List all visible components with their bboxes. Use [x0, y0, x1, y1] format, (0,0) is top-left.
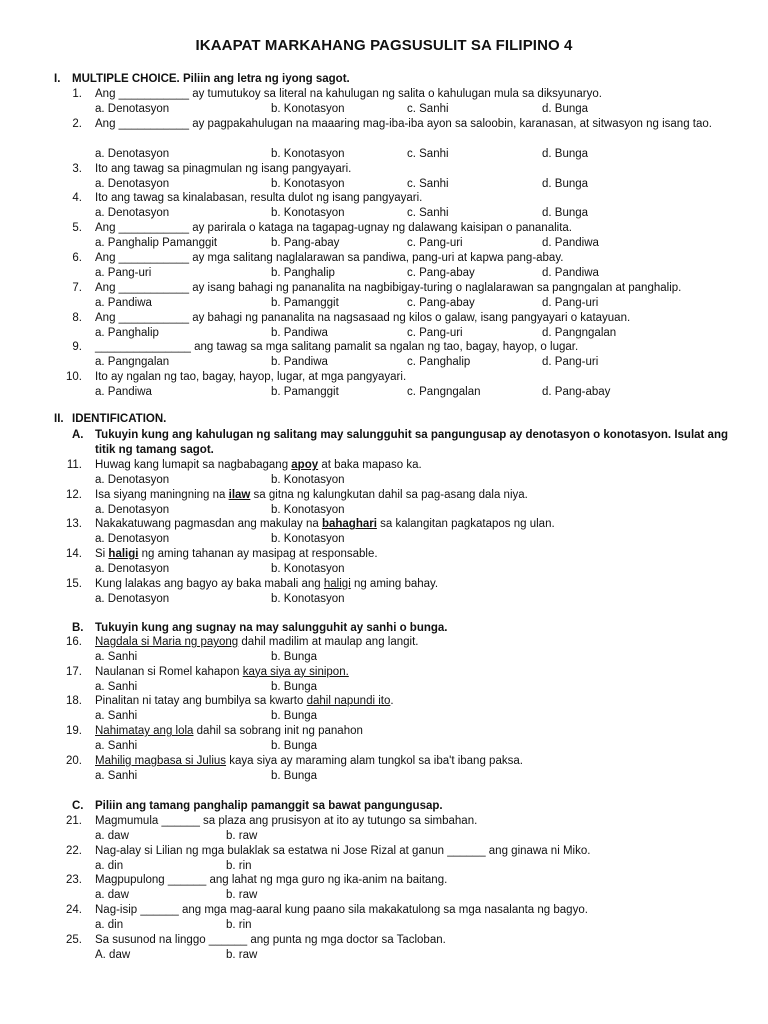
underlined-word: Mahilig magbasa si Julius [95, 754, 227, 767]
choice-option: b. Bunga [271, 740, 318, 753]
question-text: _______________ ang tawag sa mga salitang pamalit sa ngalan ng tao, bagay, hayop, o lugar. [95, 341, 579, 354]
item-number: 14. [66, 548, 82, 561]
question-text-post: ng aming tahanan ay masipag at responsable. [138, 548, 378, 561]
choice-option: b. Pamanggit [271, 386, 339, 399]
section-number: I. [54, 73, 61, 85]
choice-option: a. Denotasyon [95, 592, 170, 605]
subsection-label: B. [72, 622, 84, 634]
underlined-word: bahaghari [321, 518, 377, 531]
choice-option: c. Pang-uri [407, 237, 463, 250]
choice-option: d. Bunga [542, 103, 589, 115]
item-number: 19. [66, 725, 82, 738]
item-number: 7. [72, 281, 82, 294]
item-number: 21. [66, 815, 82, 827]
choice-option: a. Sanhi [95, 651, 138, 663]
choice-option: b. Panghalip [271, 267, 335, 279]
question-text [95, 754, 523, 768]
question-text: Ito ang tawag sa pinagmulan ng isang pangyayari. [95, 162, 352, 175]
question-text [95, 547, 378, 561]
choice-option: A. daw [95, 948, 131, 961]
choice-option: d. Pang-uri [542, 296, 599, 309]
item-number: 16. [66, 636, 82, 648]
section-number: II. [54, 413, 64, 425]
choice-option: a. Sanhi [95, 680, 138, 693]
item-number: 3. [72, 162, 82, 175]
question-text [95, 577, 438, 591]
choice-option: d. Pandiwa [542, 237, 599, 250]
item-number: 11. [66, 459, 82, 471]
question-text: Ang ___________ ay tumutukoy sa literal na kahulugan ng salita o kahulugan mula sa diksyunaryo. [95, 88, 602, 100]
question-text: Ang ___________ ay isang bahagi ng pananalita na nagbibigay-turing o naglalarawan sa pangngalan at panghalip. [95, 281, 682, 294]
question-text-post: kaya siya ay maraming alam tungkol sa iba't ibang paksa. [226, 754, 523, 767]
choice-option: c. Pang-abay [407, 296, 475, 309]
question-text [95, 517, 555, 531]
question-text [95, 724, 363, 738]
choice-option: d. Bunga [542, 207, 589, 220]
subsection-heading: Piliin ang tamang panghalip pamanggit sa bawat pangungusap. [95, 800, 443, 812]
choice-option: d. Pang-abay [542, 386, 611, 399]
question-text [95, 635, 418, 649]
question-text: Ang ___________ ay bahagi ng pananalita na nagsasaad ng kilos o galaw, isang pangyayari o katayuan. [95, 311, 631, 324]
item-number: 5. [72, 222, 82, 235]
question-text: Nag-isip ______ ang mga mag-aaral kung paano sila makakatulong sa mga nasalanta ng bagyo. [95, 904, 588, 917]
item-number: 15. [66, 577, 82, 590]
choice-option: a. din [95, 859, 124, 872]
page-title: IKAAPAT MARKAHANG PAGSUSULIT SA FILIPINO 4 [195, 37, 573, 54]
choice-option: c. Pang-uri [407, 326, 463, 339]
choice-option: a. daw [95, 830, 129, 842]
subsection-label: A. [72, 429, 84, 441]
choice-option: b. Konotasyon [271, 474, 345, 486]
question-text-post: sa kalangitan pagkatapos ng ulan. [376, 518, 555, 531]
section-heading: IDENTIFICATION. [72, 413, 167, 425]
question-text-post: at baka mapaso ka. [318, 459, 422, 471]
subsection-heading: Tukuyin kung ang sugnay na may salungguhit ay sanhi o bunga. [95, 622, 448, 634]
choice-option: b. Pamanggit [271, 296, 339, 309]
item-number: 6. [72, 252, 82, 264]
choice-option: c. Pang-abay [407, 267, 475, 279]
choice-option: a. Pandiwa [95, 386, 152, 399]
item-number: 10. [66, 371, 82, 384]
question-text-pre: Huwag kang lumapit sa nagbabagang [95, 459, 292, 471]
item-number: 23. [66, 874, 82, 887]
question-text-pre: Isa siyang maningning na [95, 488, 229, 501]
item-number: 18. [66, 695, 82, 708]
choice-option: b. Pandiwa [271, 356, 328, 369]
choice-option: d. Bunga [542, 177, 589, 190]
question-text-post: dahil madilim at maulap ang langit. [238, 636, 419, 648]
question-text: Magmumula ______ sa plaza ang prusisyon at ito ay tutungo sa simbahan. [95, 815, 478, 827]
choice-option: a. daw [95, 889, 129, 902]
question-text: Ang ___________ ay parirala o kataga na tagapag-ugnay ng dalawang kaisipan o pananalita. [95, 222, 572, 235]
question-text: Ang ___________ ay pagpakahulugan na maaaring mag-iba-iba ayon sa saloobin, karanasan, at sitwasyon ng isang tao. [95, 117, 712, 130]
subsection-heading-cont: titik ng tamang sagot. [95, 444, 214, 456]
choice-option: b. Konotasyon [271, 533, 345, 546]
choice-option: b. Konotasyon [271, 592, 345, 605]
choice-option: b. raw [226, 889, 258, 902]
choice-option: b. Konotasyon [271, 177, 345, 190]
choice-option: c. Sanhi [407, 147, 449, 160]
subsection-label: C. [72, 800, 84, 812]
choice-option: d. Pangngalan [542, 326, 617, 339]
question-text-pre: Naulanan si Romel kahapon [95, 665, 243, 678]
item-number: 8. [72, 311, 82, 324]
choice-option: a. Pandiwa [95, 296, 152, 309]
choice-option: b. Konotasyon [271, 147, 345, 160]
choice-option: d. Pandiwa [542, 267, 599, 279]
choice-option: a. Denotasyon [95, 563, 170, 576]
choice-option: a. Denotasyon [95, 177, 170, 190]
question-text-pre: Nakakatuwang pagmasdan ang makulay na [95, 518, 322, 531]
question-text-post: . [390, 695, 394, 708]
item-number: 12. [66, 488, 82, 501]
item-number: 4. [72, 192, 82, 205]
choice-option: b. Bunga [271, 769, 318, 782]
choice-option: d. Bunga [542, 147, 589, 160]
underlined-word: apoy [291, 459, 319, 471]
underlined-word: dahil napundi ito [306, 695, 391, 708]
question-text-post: dahil sa sobrang init ng panahon [193, 725, 363, 738]
choice-option: b. raw [226, 830, 258, 842]
choice-option: a. Denotasyon [95, 533, 170, 546]
question-text: Magpupulong ______ ang lahat ng mga guro ng ika-anim na baitang. [95, 874, 448, 887]
choice-option: d. Pang-uri [542, 356, 599, 369]
choice-option: b. Bunga [271, 651, 318, 663]
question-text [95, 694, 394, 708]
choice-option: a. Sanhi [95, 710, 138, 723]
choice-option: b. Pang-abay [271, 237, 340, 250]
choice-option: b. rin [226, 919, 252, 932]
question-text: Sa susunod na linggo ______ ang punta ng mga doctor sa Tacloban. [95, 933, 446, 946]
choice-option: a. Pangngalan [95, 356, 170, 369]
item-number: 13. [66, 518, 82, 531]
choice-option: a. din [95, 919, 124, 932]
choice-option: a. Denotasyon [95, 103, 170, 115]
question-text [95, 458, 422, 472]
choice-option: c. Sanhi [407, 103, 449, 115]
question-text-post: sa gitna ng kalungkutan dahil sa pag-asang dala niya. [250, 488, 528, 501]
choice-option: a. Panghalip Pamanggit [95, 237, 218, 250]
subsection-heading: Tukuyin kung ang kahulugan ng salitang may salungguhit sa pangungusap ay denotasyon o konotasyon. Isulat ang [95, 429, 728, 441]
choice-option: a. Denotasyon [95, 474, 170, 486]
underlined-word: Nagdala si Maria ng payong [95, 636, 239, 648]
choice-option: a. Sanhi [95, 740, 138, 753]
question-text: Ito ay ngalan ng tao, bagay, hayop, lugar, at mga pangyayari. [95, 371, 407, 384]
item-number: 2. [72, 117, 82, 130]
choice-option: b. rin [226, 859, 252, 872]
item-number: 20. [66, 754, 82, 767]
question-text-post: ng aming bahay. [350, 577, 439, 590]
item-number: 9. [72, 341, 82, 354]
choice-option: c. Panghalip [407, 356, 471, 369]
section-heading: MULTIPLE CHOICE. Piliin ang letra ng iyong sagot. [72, 73, 350, 85]
item-number: 1. [72, 88, 82, 100]
choice-option: b. Konotasyon [271, 503, 345, 516]
question-text [95, 665, 349, 679]
choice-option: b. Pandiwa [271, 326, 328, 339]
choice-option: b. Konotasyon [271, 563, 345, 576]
choice-option: b. Bunga [271, 710, 318, 723]
choice-option: c. Sanhi [407, 177, 449, 190]
underlined-word: haligi [323, 577, 351, 590]
choice-option: b. Konotasyon [271, 103, 345, 115]
item-number: 17. [66, 665, 82, 678]
choice-option: a. Sanhi [95, 769, 138, 782]
question-text-pre: Kung lalakas ang bagyo ay baka mabali ang [95, 577, 324, 590]
item-number: 24. [66, 904, 82, 917]
item-number: 25. [66, 933, 82, 946]
question-text-pre: Pinalitan ni tatay ang bumbilya sa kwarto [95, 695, 307, 708]
choice-option: a. Denotasyon [95, 147, 170, 160]
underlined-word: kaya siya ay sinipon. [242, 665, 349, 678]
choice-option: c. Sanhi [407, 207, 449, 220]
choice-option: b. raw [226, 948, 258, 961]
choice-option: b. Konotasyon [271, 207, 345, 220]
choice-option: c. Pangngalan [407, 386, 481, 399]
choice-option: b. Bunga [271, 680, 318, 693]
choice-option: a. Pang-uri [95, 267, 152, 279]
choice-option: a. Denotasyon [95, 207, 170, 220]
question-text: Ang ___________ ay mga salitang naglalarawan sa pandiwa, pang-uri at kapwa pang-abay. [95, 252, 564, 264]
question-text: Nag-alay si Lilian ng mga bulaklak sa estatwa ni Jose Rizal at ganun ______ ang ginawa ni Miko. [95, 844, 591, 857]
question-text-pre: Si [95, 548, 109, 561]
choice-option: a. Panghalip [95, 326, 159, 339]
question-text: Ito ang tawag sa kinalabasan, resulta dulot ng isang pangyayari. [95, 192, 423, 205]
item-number: 22. [66, 844, 82, 857]
question-text [95, 488, 528, 502]
underlined-word: Nahimatay ang lola [95, 725, 194, 738]
choice-option: a. Denotasyon [95, 503, 170, 516]
underlined-word: haligi [108, 548, 139, 561]
underlined-word: ilaw [228, 488, 251, 501]
